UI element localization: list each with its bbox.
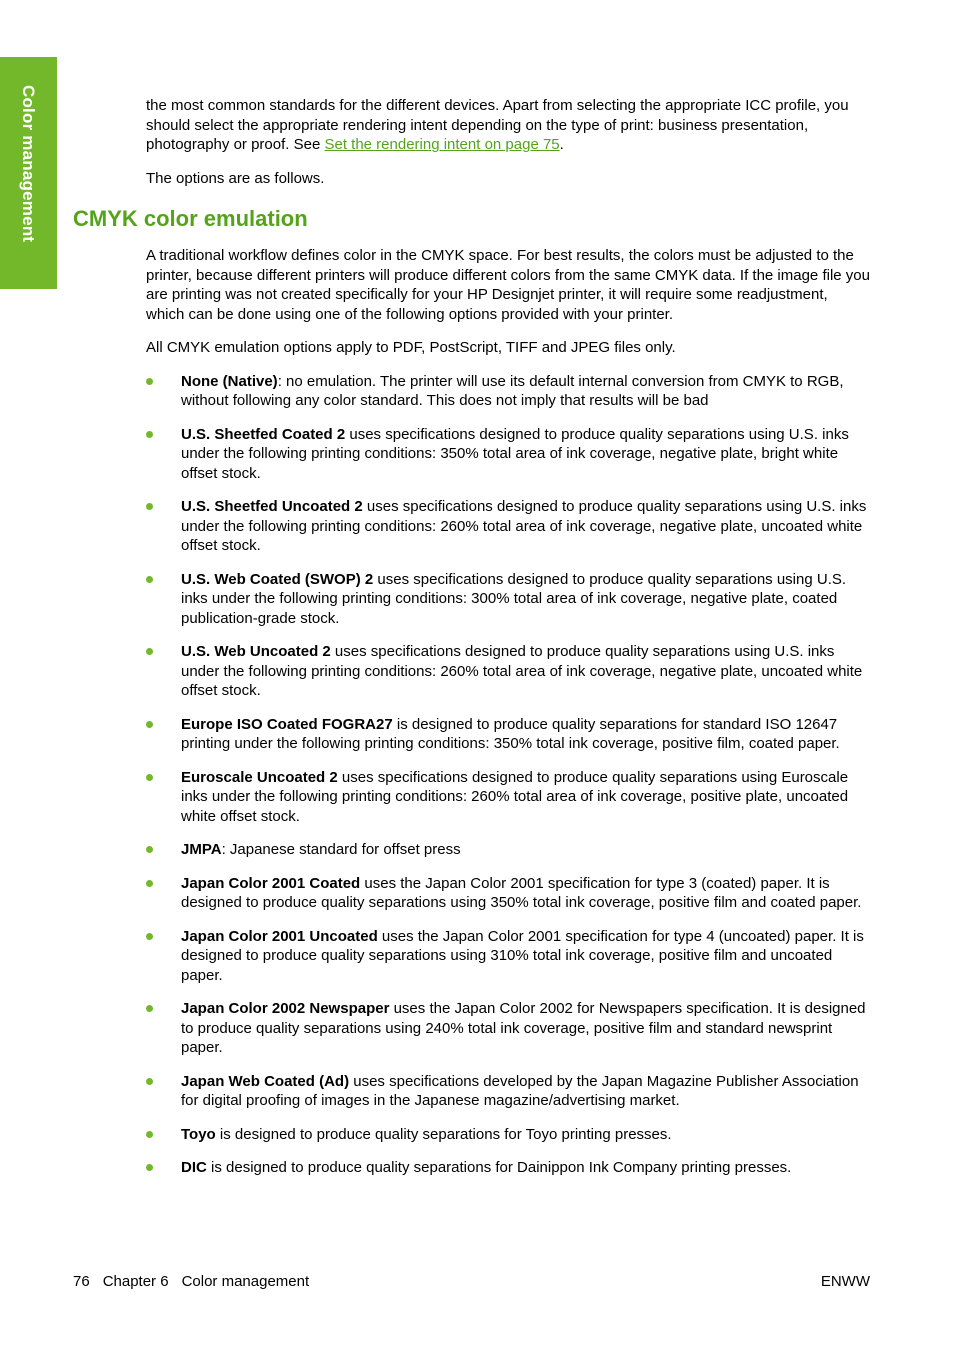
bullet-icon xyxy=(146,576,153,583)
list-item xyxy=(146,840,870,860)
footer-chapter: Chapter 6 xyxy=(102,1273,169,1290)
footer-locale: ENWW xyxy=(820,1273,870,1290)
cmyk-section xyxy=(146,246,870,1192)
list-item xyxy=(146,999,870,1058)
list-item xyxy=(146,570,870,629)
option-description: uses specifications developed by the Japan Magazine Publisher Association for digital proofing of images in the Japanese magazine/advertising market. xyxy=(181,1072,859,1109)
rendering-intent-link[interactable]: Set the rendering intent on page 75 xyxy=(324,136,560,153)
list-item xyxy=(146,642,870,701)
bullet-icon xyxy=(146,378,153,385)
list-item xyxy=(146,768,870,827)
option-description: is designed to produce quality separations for Toyo printing presses. xyxy=(215,1125,672,1143)
bullet-icon xyxy=(146,846,153,853)
option-term: Europe ISO Coated FOGRA27 xyxy=(181,715,393,733)
page-number: 76 xyxy=(73,1273,90,1290)
option-term: U.S. Sheetfed Coated 2 xyxy=(181,425,346,443)
intro-paragraph xyxy=(146,96,870,155)
bullet-icon xyxy=(146,1131,153,1138)
bullet-icon xyxy=(146,721,153,728)
option-term: U.S. Sheetfed Uncoated 2 xyxy=(181,498,363,515)
footer-chapter-title: Color management xyxy=(181,1273,310,1290)
bullet-icon xyxy=(146,503,153,510)
bullet-icon xyxy=(146,933,153,940)
option-description: is designed to produce quality separations for Dainippon Ink Company printing presses. xyxy=(206,1159,792,1176)
bullet-icon xyxy=(146,774,153,781)
option-description: uses specifications designed to produce quality separations using U.S. inks under the following printing conditions: 260% total area of ink coverage, negative plate, uncoated white offset stock. xyxy=(181,498,867,554)
bullet-icon xyxy=(146,1078,153,1085)
list-item xyxy=(146,1125,870,1145)
option-term: Japan Color 2001 Uncoated xyxy=(181,927,378,945)
option-term: U.S. Web Coated (SWOP) 2 xyxy=(181,570,374,588)
chapter-tab-label: Color management xyxy=(19,85,38,243)
option-description: : no emulation. The printer will use its default internal conversion from CMYK to RGB, without following any color standard. This does not imply that results will be bad xyxy=(181,372,844,409)
options-intro: The options are as follows. xyxy=(146,169,325,187)
page-footer xyxy=(73,1272,870,1291)
option-term: Japan Color 2002 Newspaper xyxy=(181,1000,390,1017)
option-term: U.S. Web Uncoated 2 xyxy=(181,643,331,660)
option-description: uses specifications designed to produce quality separations using U.S. inks under the following printing conditions: 300% total area of ink coverage, negative plate, coated publication-grade stock. xyxy=(181,570,847,627)
list-item xyxy=(146,927,870,986)
emulation-options-list xyxy=(146,372,870,1178)
list-item xyxy=(146,425,870,484)
option-term: DIC xyxy=(181,1159,207,1176)
option-description: uses specifications designed to produce quality separations using U.S. inks under the following printing conditions: 260% total area of ink coverage, negative plate, uncoated white offset stock. xyxy=(181,643,863,699)
bullet-icon xyxy=(146,648,153,655)
chapter-side-tab xyxy=(0,57,57,289)
bullet-icon xyxy=(146,880,153,887)
list-item xyxy=(146,1158,870,1178)
list-item xyxy=(146,1072,870,1111)
option-description: uses specifications designed to produce quality separations using U.S. inks under the following printing conditions: 350% total area of ink coverage, negative plate, bright white offset stock. xyxy=(181,425,849,482)
option-term: Euroscale Uncoated 2 xyxy=(181,768,338,786)
intro-period: . xyxy=(559,136,564,153)
bullet-icon xyxy=(146,1005,153,1012)
option-term: Japan Web Coated (Ad) xyxy=(181,1072,350,1090)
list-item xyxy=(146,372,870,411)
option-description: uses specifications designed to produce quality separations using Euroscale inks under the following printing conditions: 260% total area of ink coverage, positive plate, uncoated white offset stock. xyxy=(181,768,849,825)
option-description: uses the Japan Color 2001 specification for type 4 (uncoated) paper. It is designed to produce quality separations using 310% total ink coverage, positive film and uncoated paper. xyxy=(181,927,864,984)
option-term: None (Native) xyxy=(181,372,278,390)
option-term: Toyo xyxy=(181,1125,216,1143)
option-description: uses the Japan Color 2002 for Newspapers specification. It is designed to produce quality separations using 240% total ink coverage, positive film and standard newsprint paper. xyxy=(181,1000,866,1056)
bullet-icon xyxy=(146,1164,153,1171)
intro-text xyxy=(146,96,870,202)
section-paragraph-1: A traditional workflow defines color in the CMYK space. For best results, the colors must be adjusted to the printer, because different printers will produce different colors from the same CMYK data. If the image file you are printing was not created specifically for your HP Designjet printer, it will require some readjustment, which can be done using one of the following options provided with your printer. xyxy=(146,247,870,323)
list-item xyxy=(146,874,870,913)
option-term: Japan Color 2001 Coated xyxy=(181,874,361,892)
bullet-icon xyxy=(146,431,153,438)
section-paragraph-2: All CMYK emulation options apply to PDF, PostScript, TIFF and JPEG files only. xyxy=(146,339,676,356)
option-term: JMPA xyxy=(181,841,222,858)
section-heading: CMYK color emulation xyxy=(73,206,308,231)
option-description: : Japanese standard for offset press xyxy=(221,841,461,858)
list-item xyxy=(146,497,870,556)
option-description: uses the Japan Color 2001 specification for type 3 (coated) paper. It is designed to produce quality separations using 350% total ink coverage, positive film and coated paper. xyxy=(181,874,862,911)
intro-text-span: the most common standards for the different devices. Apart from selecting the appropriate ICC profile, you should select the appropriate rendering intent depending on the type of print: business presentation, photography or proof. See xyxy=(146,97,849,153)
list-item xyxy=(146,715,870,754)
option-description: is designed to produce quality separations for standard ISO 12647 printing under the following printing conditions: 350% total ink coverage, positive film, coated paper. xyxy=(181,715,840,752)
